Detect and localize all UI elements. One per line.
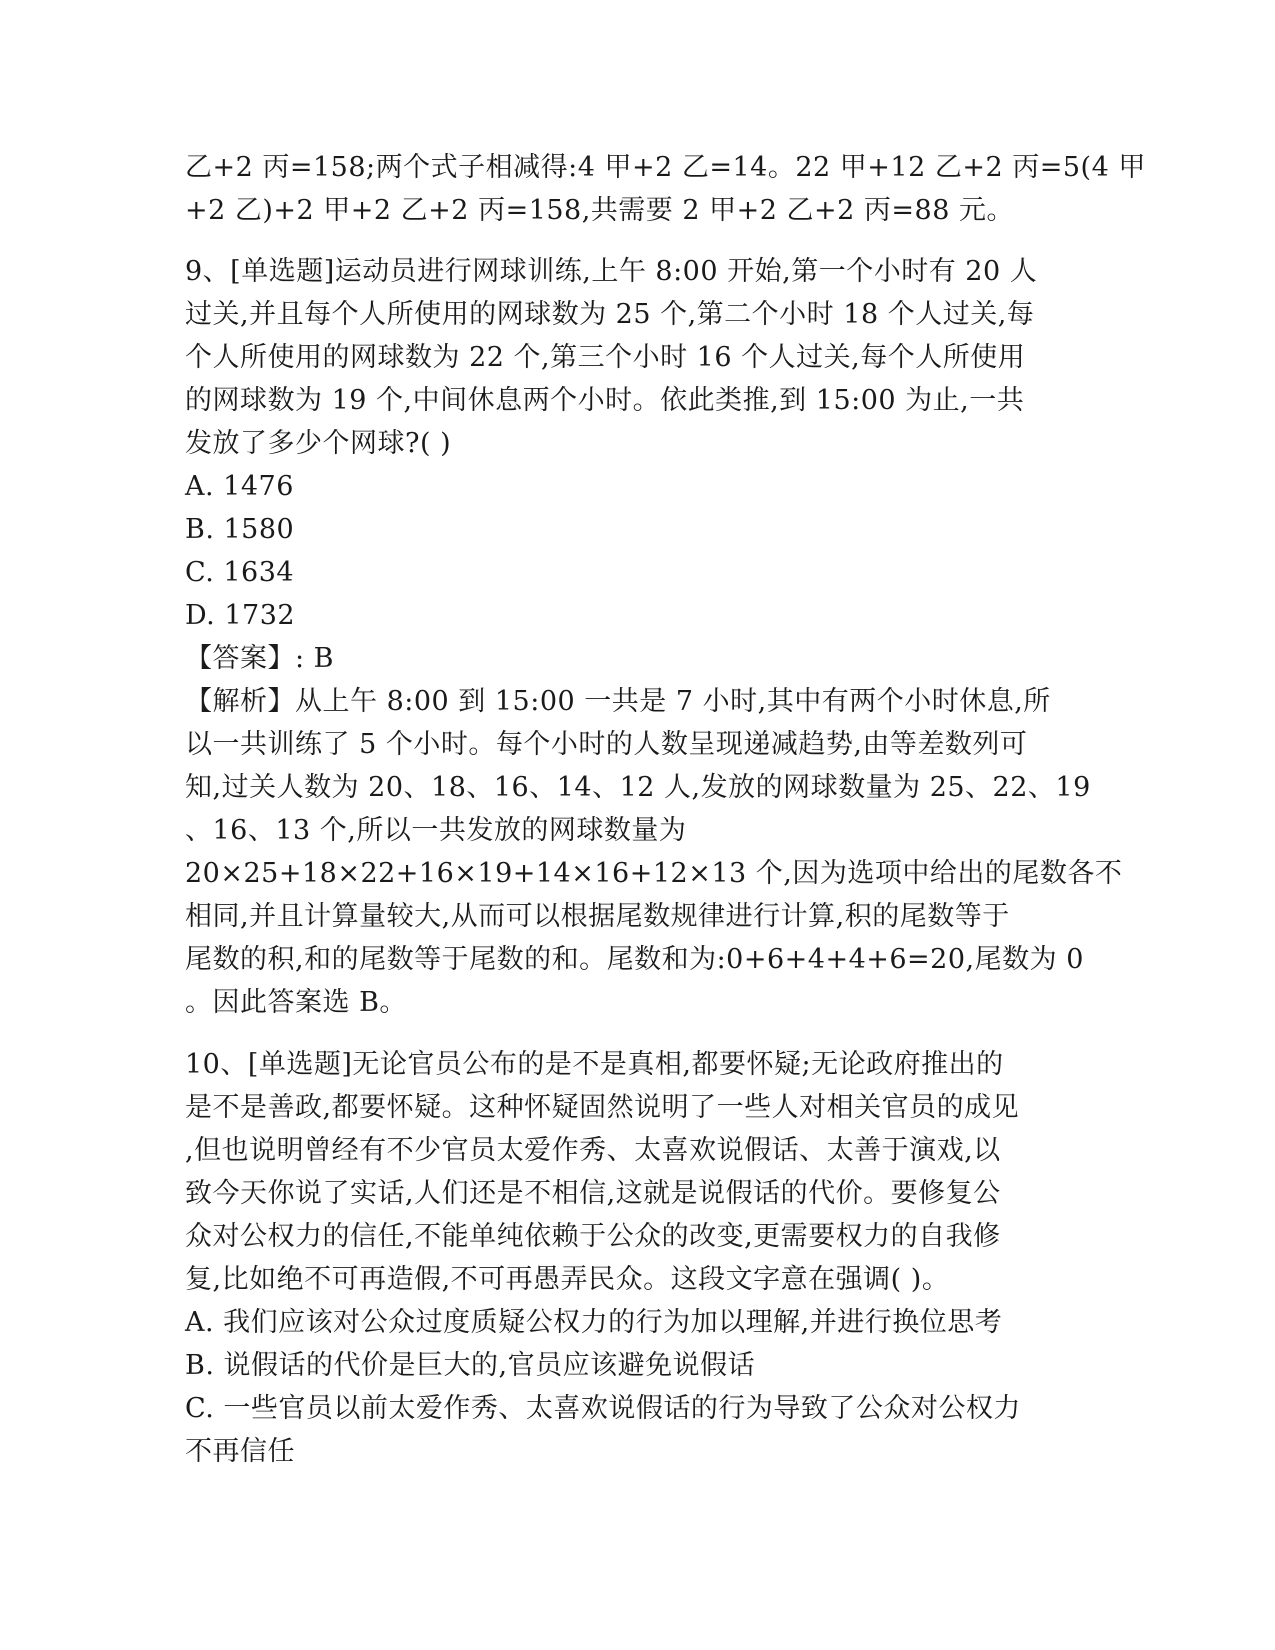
question-stem-line: 的网球数为 19 个,中间休息两个小时。依此类推,到 15:00 为止,一共 bbox=[185, 385, 1025, 416]
option-c: C. 一些官员以前太爱作秀、太喜欢说假话的行为导致了公众对公权力 bbox=[185, 1393, 1021, 1424]
option-b: B. 1580 bbox=[185, 514, 295, 545]
analysis-line: 、16、13 个,所以一共发放的网球数量为 bbox=[185, 815, 687, 846]
question-stem-line: 发放了多少个网球?( ) bbox=[185, 428, 452, 459]
question-stem-line: 是不是善政,都要怀疑。这种怀疑固然说明了一些人对相关官员的成见 bbox=[185, 1092, 1020, 1123]
option-c: C. 1634 bbox=[185, 557, 295, 588]
question-stem-line: 过关,并且每个人所使用的网球数为 25 个,第二个小时 18 个人过关,每 bbox=[185, 299, 1035, 330]
document-page bbox=[185, 146, 1146, 1473]
text-line: +2 乙)+2 甲+2 乙+2 丙=158,共需要 2 甲+2 乙+2 丙=88 元。 bbox=[185, 195, 1014, 226]
analysis-line: 20×25+18×22+16×19+14×16+12×13 个,因为选项中给出的尾数各不 bbox=[185, 858, 1123, 889]
question-stem-line: 9、[单选题]运动员进行网球训练,上午 8:00 开始,第一个小时有 20 人 bbox=[185, 256, 1038, 287]
option-b: B. 说假话的代价是巨大的,官员应该避免说假话 bbox=[185, 1350, 756, 1381]
question-stem-line: 个人所使用的网球数为 22 个,第三个小时 16 个人过关,每个人所使用 bbox=[185, 342, 1026, 373]
analysis-line: 尾数的积,和的尾数等于尾数的和。尾数和为:0+6+4+4+6=20,尾数为 0 bbox=[185, 944, 1084, 975]
analysis-line: 以一共训练了 5 个小时。每个小时的人数呈现递减趋势,由等差数列可 bbox=[185, 729, 1028, 760]
analysis-line: 。因此答案选 B。 bbox=[185, 987, 407, 1018]
question-10 bbox=[185, 1043, 1085, 1473]
option-a: A. 我们应该对公众过度质疑公权力的行为加以理解,并进行换位思考 bbox=[185, 1307, 1003, 1338]
analysis bbox=[185, 680, 1123, 1024]
option-d: D. 1732 bbox=[185, 600, 296, 631]
question-9 bbox=[185, 250, 1123, 1024]
analysis-line: 相同,并且计算量较大,从而可以根据尾数规律进行计算,积的尾数等于 bbox=[185, 901, 1010, 932]
q8-explanation-tail bbox=[185, 146, 1146, 232]
question-stem-line: ,但也说明曾经有不少官员太爱作秀、太喜欢说假话、太善于演戏,以 bbox=[185, 1135, 1001, 1166]
question-stem-line: 10、[单选题]无论官员公布的是不是真相,都要怀疑;无论政府推出的 bbox=[185, 1049, 1004, 1080]
analysis-line: 【解析】从上午 8:00 到 15:00 一共是 7 小时,其中有两个小时休息,所 bbox=[185, 686, 1051, 717]
answer-line: 【答案】: B bbox=[185, 643, 335, 674]
analysis-line: 知,过关人数为 20、18、16、14、12 人,发放的网球数量为 25、22、19 bbox=[185, 772, 1091, 803]
question-stem-line: 复,比如绝不可再造假,不可再愚弄民众。这段文字意在强调( )。 bbox=[185, 1264, 950, 1295]
question-stem-line: 众对公权力的信任,不能单纯依赖于公众的改变,更需要权力的自我修 bbox=[185, 1221, 1001, 1252]
question-stem-line: 致今天你说了实话,人们还是不相信,这就是说假话的代价。要修复公 bbox=[185, 1178, 1001, 1209]
option-a: A. 1476 bbox=[185, 471, 294, 502]
option-c-continued: 不再信任 bbox=[185, 1436, 295, 1467]
text-line: 乙+2 丙=158;两个式子相减得:4 甲+2 乙=14。22 甲+12 乙+2 丙=5(4 甲 bbox=[185, 152, 1146, 183]
